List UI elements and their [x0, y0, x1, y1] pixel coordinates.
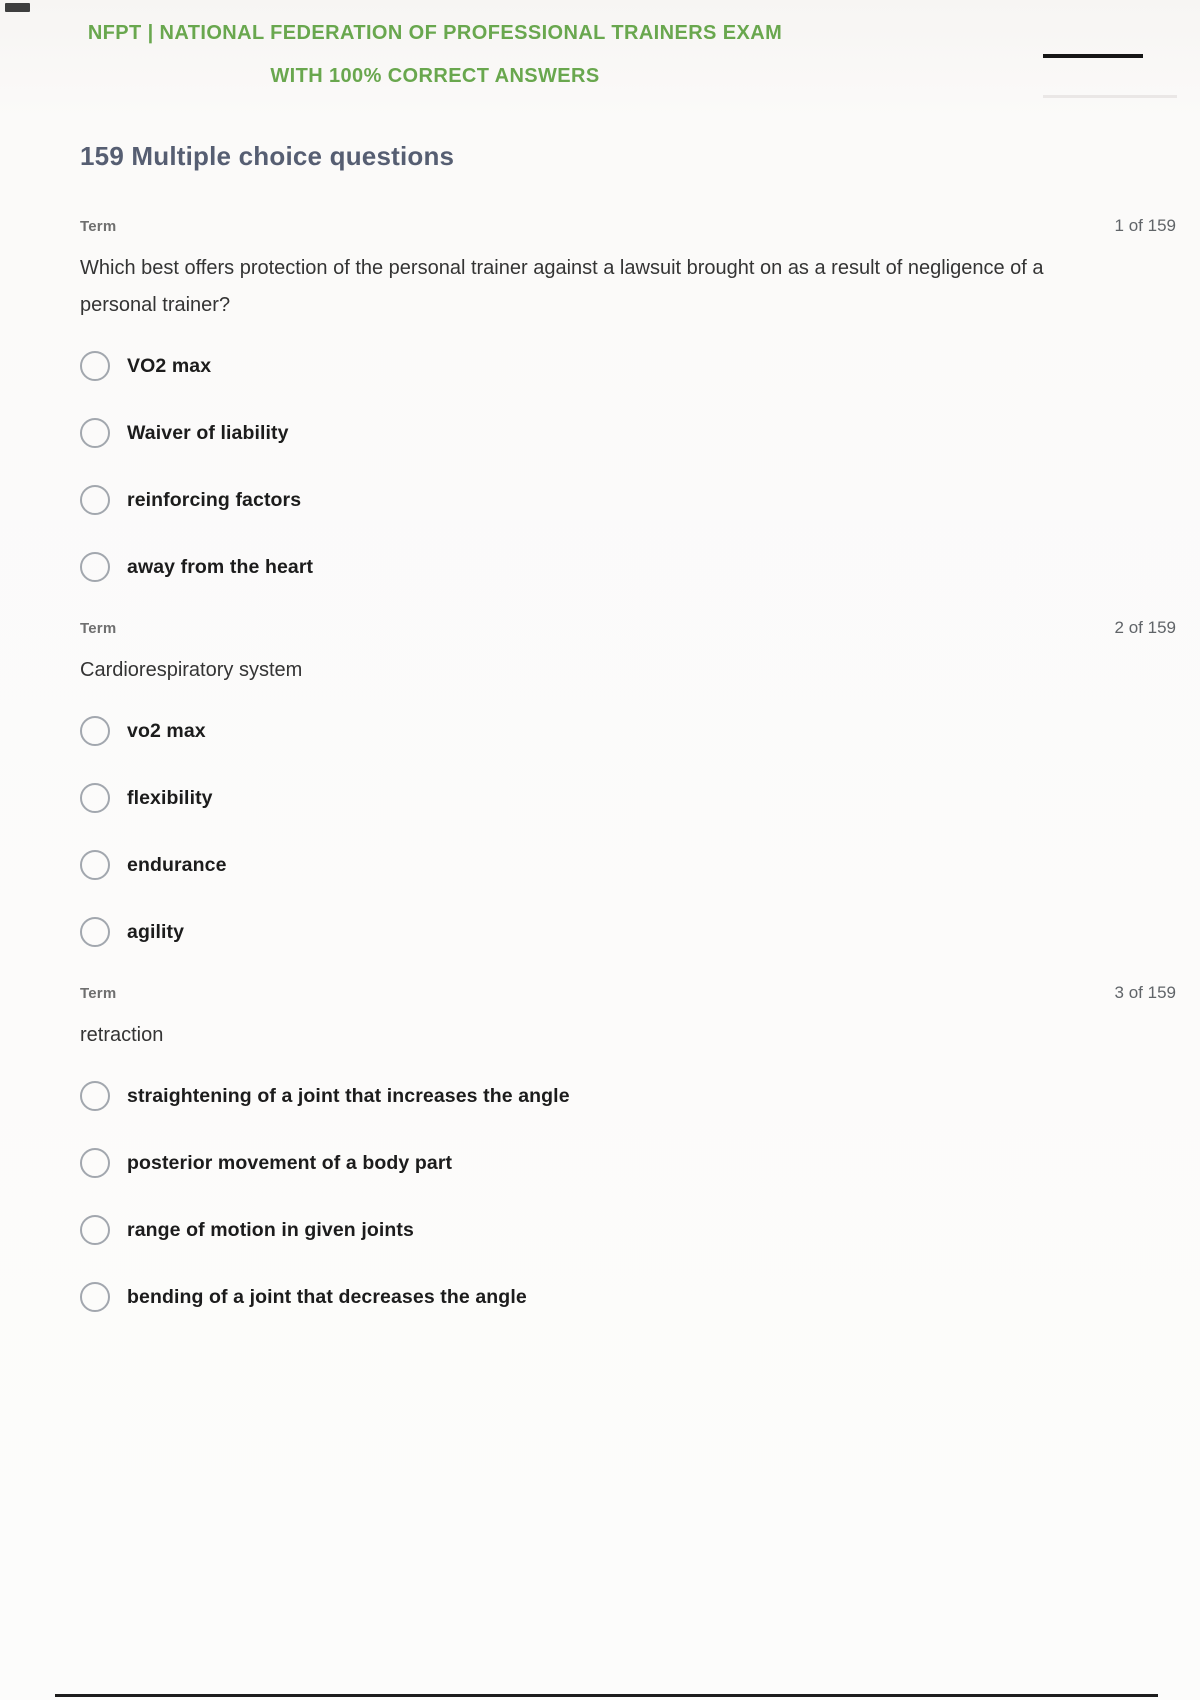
answer-option-label: away from the heart	[127, 555, 314, 578]
question-prompt: Cardiorespiratory system	[80, 659, 303, 681]
radio-button-icon[interactable]	[80, 418, 110, 448]
question-header	[80, 618, 1176, 638]
answer-option[interactable]	[80, 1080, 1176, 1112]
quiz-content	[80, 140, 1176, 1348]
scan-artifact-mark	[5, 3, 30, 12]
radio-button-icon[interactable]	[80, 917, 110, 947]
radio-button-icon[interactable]	[80, 485, 110, 515]
answer-option[interactable]	[80, 849, 1176, 881]
radio-button-icon[interactable]	[80, 1282, 110, 1312]
question-header	[80, 216, 1176, 236]
answer-option-label: endurance	[127, 853, 227, 876]
term-label: Term	[80, 218, 117, 235]
answer-option[interactable]	[80, 1147, 1176, 1179]
page-title: 159 Multiple choice questions	[80, 141, 455, 171]
answer-option-label: VO2 max	[127, 354, 212, 377]
question-prompt: Which best offers protection of the personal trainer against a lawsuit brought on as a result of negligence of a personal trainer?	[80, 257, 1044, 316]
answer-option-label: reinforcing factors	[127, 488, 302, 511]
answer-option-label: agility	[127, 920, 185, 943]
question-counter: 2 of 159	[1114, 618, 1176, 637]
radio-button-icon[interactable]	[80, 1148, 110, 1178]
options-list	[80, 715, 1176, 948]
document-title-line1: NFPT | NATIONAL FEDERATION OF PROFESSIONAL TRAINERS EXAM	[87, 22, 783, 44]
radio-button-icon[interactable]	[80, 1081, 110, 1111]
term-label: Term	[80, 985, 117, 1002]
question-card-1	[80, 216, 1176, 583]
bottom-divider-line	[55, 1694, 1158, 1697]
answer-option[interactable]	[80, 916, 1176, 948]
answer-option-label: posterior movement of a body part	[127, 1151, 453, 1174]
question-header	[80, 983, 1176, 1003]
radio-button-icon[interactable]	[80, 850, 110, 880]
options-list	[80, 350, 1176, 583]
question-counter: 3 of 159	[1114, 983, 1176, 1002]
top-right-faint-line	[1043, 95, 1177, 98]
term-label: Term	[80, 620, 117, 637]
document-header	[0, 22, 870, 87]
answer-option[interactable]	[80, 417, 1176, 449]
radio-button-icon[interactable]	[80, 716, 110, 746]
answer-option-label: range of motion in given joints	[127, 1218, 414, 1241]
answer-option[interactable]	[80, 350, 1176, 382]
document-title-line2: WITH 100% CORRECT ANSWERS	[270, 65, 600, 87]
answer-option[interactable]	[80, 782, 1176, 814]
answer-option-label: bending of a joint that decreases the angle	[127, 1285, 527, 1308]
answer-option-label: straightening of a joint that increases the angle	[127, 1084, 570, 1107]
question-card-2	[80, 618, 1176, 948]
options-list	[80, 1080, 1176, 1313]
radio-button-icon[interactable]	[80, 351, 110, 381]
radio-button-icon[interactable]	[80, 552, 110, 582]
answer-option[interactable]	[80, 715, 1176, 747]
top-right-divider-line	[1043, 54, 1143, 58]
radio-button-icon[interactable]	[80, 783, 110, 813]
question-prompt: retraction	[80, 1024, 164, 1046]
question-card-3	[80, 983, 1176, 1313]
question-counter: 1 of 159	[1114, 216, 1176, 235]
answer-option[interactable]	[80, 1281, 1176, 1313]
answer-option[interactable]	[80, 484, 1176, 516]
answer-option-label: vo2 max	[127, 719, 206, 742]
radio-button-icon[interactable]	[80, 1215, 110, 1245]
answer-option[interactable]	[80, 1214, 1176, 1246]
answer-option-label: flexibility	[127, 786, 213, 809]
answer-option[interactable]	[80, 551, 1176, 583]
answer-option-label: Waiver of liability	[127, 421, 289, 444]
